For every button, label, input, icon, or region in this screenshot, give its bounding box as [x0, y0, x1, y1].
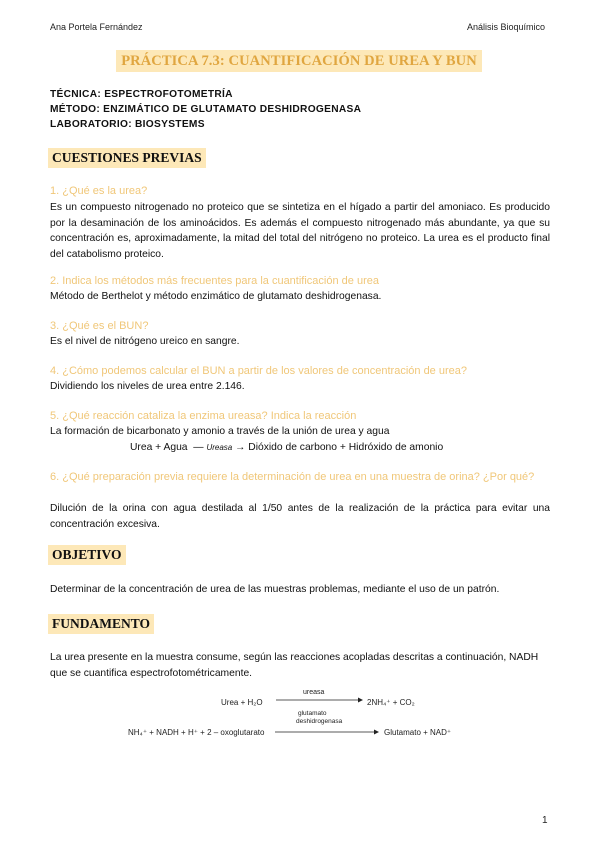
- fundamento-text: La urea presente en la muestra consume, según las reacciones acopladas descritas a continuación, NADH que se cuantifica espectrofotométricamente.: [50, 652, 539, 679]
- reaction2-enzyme-line2: deshidrogenasa: [296, 718, 343, 725]
- answer-6: Dilución de la orina con agua destilada al 1/50 antes de la realización de la práctica para evitar una concentración excesiva.: [50, 503, 550, 530]
- answer-1: Es un compuesto nitrogenado no proteico que se sintetiza en el hígado a partir del amoniaco. Es producido por la desaminación de los aminoácidos. Es además el compuesto nitrogenado más abundante, ya que su concentración es, aproximadamente, la mitad del total del nitrógeno no proteico. La urea es el producto final del catabolismo proteico.: [50, 202, 550, 260]
- question-4: 4. ¿Cómo podemos calcular el BUN a partir de los valores de concentración de urea?: [50, 365, 467, 377]
- reaction-arrow-left-icon: —: [190, 442, 207, 453]
- reaction2-arrowhead-icon: [374, 730, 379, 735]
- objetivo-text: Determinar de la concentración de urea de las muestras problemas, mediante el uso de un patrón.: [50, 584, 500, 595]
- reaction-products: Dióxido de carbono + Hidróxido de amonio: [248, 442, 444, 453]
- question-1: 1. ¿Qué es la urea?: [50, 185, 148, 197]
- question-3: 3. ¿Qué es el BUN?: [50, 320, 149, 332]
- reaction-reactants: Urea + Agua: [130, 442, 188, 453]
- reaction2-reactants: NH₄⁺ + NADH + H⁺ + 2 – oxoglutarato: [128, 728, 265, 737]
- page-title: PRÁCTICA 7.3: CUANTIFICACIÓN DE UREA Y BUN: [116, 50, 482, 72]
- question-2: 2. Indica los métodos más frecuentes para la cuantificación de urea: [50, 275, 379, 287]
- section-heading-cuestiones: CUESTIONES PREVIAS: [48, 148, 206, 168]
- meta-laboratorio: LABORATORIO: BIOSYSTEMS: [50, 119, 205, 130]
- reaction1-products: 2NH₄⁺ + CO₂: [367, 698, 415, 707]
- meta-metodo: MÉTODO: ENZIMÁTICO DE GLUTAMATO DESHIDROGENASA: [50, 104, 362, 115]
- reaction2-products: Glutamato + NAD⁺: [384, 728, 452, 737]
- reaction1-arrowhead-icon: [358, 698, 363, 703]
- page-number: 1: [542, 815, 548, 826]
- reaction-arrow-right-icon: →: [232, 442, 249, 453]
- section-heading-objetivo: OBJETIVO: [48, 545, 126, 565]
- answer-2: Método de Berthelot y método enzimático de glutamato deshidrogenasa.: [50, 291, 382, 302]
- ureasa-reaction: [130, 440, 443, 455]
- header-author: Ana Portela Fernández: [50, 22, 143, 32]
- reaction1-reactants: Urea + H₂O: [221, 698, 263, 707]
- reaction1-enzyme: ureasa: [303, 689, 325, 696]
- question-6: 6. ¿Qué preparación previa requiere la determinación de urea en una muestra de orina? ¿Por qué?: [50, 471, 535, 483]
- header-subject: Análisis Bioquímico: [467, 22, 546, 32]
- answer-4: Dividiendo los niveles de urea entre 2.146.: [50, 381, 245, 392]
- answer-5: La formación de bicarbonato y amonio a través de la unión de urea y agua: [50, 426, 390, 437]
- reaction-enzyme-label: Ureasa: [206, 443, 233, 452]
- answer-3: Es el nivel de nitrógeno ureico en sangre.: [50, 336, 240, 347]
- meta-tecnica: TÉCNICA: ESPECTROFOTOMETRÍA: [50, 89, 233, 100]
- coupled-reactions-diagram: [120, 682, 480, 742]
- reaction2-enzyme-line1: glutamato: [298, 710, 327, 717]
- section-heading-fundamento: FUNDAMENTO: [48, 614, 154, 634]
- question-5: 5. ¿Qué reacción cataliza la enzima ureasa? Indica la reacción: [50, 410, 357, 422]
